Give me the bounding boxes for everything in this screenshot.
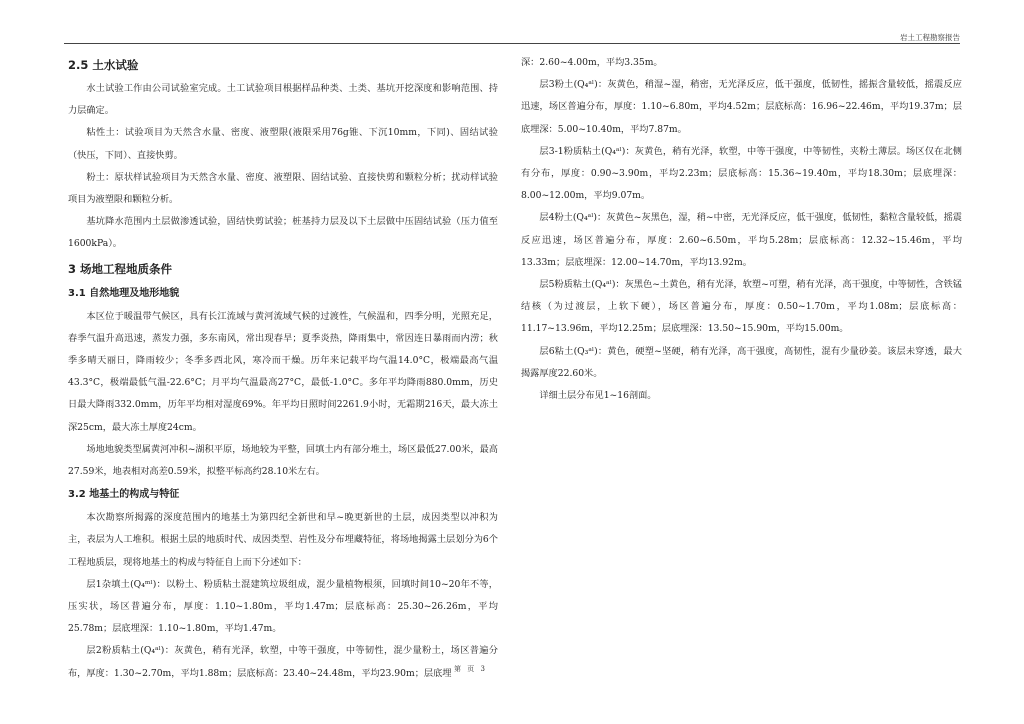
paragraph: 粉土：原状样试验项目为天然含水量、密度、液塑限、固结试验、直接快剪和颗粒分析；扰动样试验项目为液塑限和颗粒分析。: [68, 171, 498, 206]
paragraph: 本区位于暖温带气候区，具有长江流域与黄河流域气候的过渡性，气候温和，四季分明，光照充足，春季气温升高迅速，蒸发力强，多东南风，常出现春旱；夏季炎热，降雨集中，常因连日暴雨而内涝；秋季多晴天丽日，降雨较少；冬季多西北风，寒冷而干燥。历年来记载平均气温14.0°C，极端最高气温43.3°C，极端最低气温-22.6°C；月平均气温最高27°C，最低-1.0°C。多年平均降雨880.0mm，历史日最大降雨332.0mm，历年平均相对湿度69%。年平均日照时间2261.9小时，无霜期216天，最大冻土深25cm，最大冻土厚度24cm。: [68, 310, 498, 433]
paragraph: 本次勘察所揭露的深度范围内的地基土为第四纪全新世和早~晚更新世的土层，成因类型以冲积为主，表层为人工堆积。根据土层的地质时代、成因类型、岩性及分布埋藏特征，将场地揭露土层划分为6个工程地质层，现将地基土的构成与特征自上而下分述如下：: [68, 512, 498, 568]
page-number: 第 页 3: [454, 665, 487, 673]
paragraph: 粘性土：试验项目为天然含水量、密度、液塑限(液限采用76g锥、下沉10mm，下同)、固结试验（快压，下同）、直接快剪。: [68, 127, 498, 161]
paragraph: 层6粘土(Q₃ᵃˡ)：黄色，硬塑~坚硬，稍有光泽，高干强度，高韧性，混有少量砂姜。该层未穿透，最大揭露厚度22.60米。: [521, 345, 962, 379]
page-header: 岩土工程勘察报告: [900, 33, 960, 42]
section-2-5-title: 2.5 土水试验: [68, 58, 139, 72]
section-3-1-title: 3.1 自然地理及地形地貌: [68, 287, 180, 299]
paragraph: 层4粉土(Q₄ᵃˡ)：灰黄色~灰黑色，湿，稍~中密，无光泽反应，低干强度，低韧性，黏粒含量较低，摇震反应迅速，场区普遍分布，厚度：2.60~6.50m，平均5.28m；层底标高：12.32~15.46m，平均13.33m；层底埋深：12.00~14.70m，平均13.92m。: [521, 212, 962, 268]
paragraph: 详细土层分布见1~16剖面。: [539, 390, 657, 402]
paragraph: 层3-1粉质粘土(Q₄ᵃˡ)：灰黄色，稍有光泽，软塑，中等干强度，中等韧性，夹粉土薄层。场区仅在北侧有分布，厚度：0.90~3.90m，平均2.23m；层底标高：15.36~19.40m，平均18.30m；层底埋深：8.00~12.00m，平均9.07m。: [521, 145, 962, 202]
left-column: [68, 52, 498, 685]
paragraph: 深：2.60~4.00m，平均3.35m。: [521, 57, 663, 68]
paragraph: 层2粉质粘土(Q₄ᵃˡ)：灰黄色，稍有光泽，软塑，中等干强度，中等韧性，混少量粉土，场区普遍分布，厚度：1.30~2.70m，平均1.88m；层底标高：23.40~24.48m，平均23.90m；层底埋: [68, 645, 498, 679]
paragraph: 层1杂填土(Q₄ᵐˡ)：以粉土、粉质粘土混建筑垃圾组成，混少量植物根须，回填时间10~20年不等，压实状，场区普遍分布，厚度：1.10~1.80m，平均1.47m；层底标高：25.30~26.26m，平均25.78m；层底埋深：1.10~1.80m，平均1.47m。: [68, 578, 498, 635]
header-rule: [64, 43, 960, 44]
paragraph: 层3粉土(Q₄ᵃˡ)：灰黄色，稍湿~湿，稍密，无光泽反应，低干强度，低韧性，摇振含量较低，摇震反应迅速，场区普遍分布，厚度：1.10~6.80m，平均4.52m；层底标高：16.96~22.46m，平均19.37m；层底埋深：5.00~10.40m，平均7.87m。: [521, 79, 962, 135]
paragraph: 场地地貌类型属黄河冲积~湖积平原，场地较为平整，回填土内有部分堆土，场区最低27.00米，最高27.59米，地表相对高差0.59米，拟整平标高约28.10米左右。: [68, 443, 498, 478]
paragraph: 基坑降水范围内土层做渗透试验，固结快剪试验；桩基持力层及以下土层做中压固结试验（压力值至1600kPa）。: [68, 216, 498, 250]
section-3-2-title: 3.2 地基土的构成与特征: [68, 489, 180, 501]
right-column: [521, 52, 962, 407]
section-3-title: 3 场地工程地质条件: [68, 261, 173, 276]
paragraph: 水土试验工作由公司试验室完成。土工试验项目根据样品种类、土类、基坑开挖深度和影响范围、持力层确定。: [68, 83, 498, 117]
paragraph: 层5粉质粘土(Q₄ᵃˡ)：灰黑色~土黄色，稍有光泽，软塑~可塑，稍有光泽，高干强度，中等韧性，含铁锰结核（为过渡层，上软下硬），场区普遍分布，厚度：0.50~1.70m，平均1.08m；层底标高：11.17~13.96m，平均12.25m；层底埋深：13.50~15.90m，平均15.00m。: [521, 279, 962, 335]
